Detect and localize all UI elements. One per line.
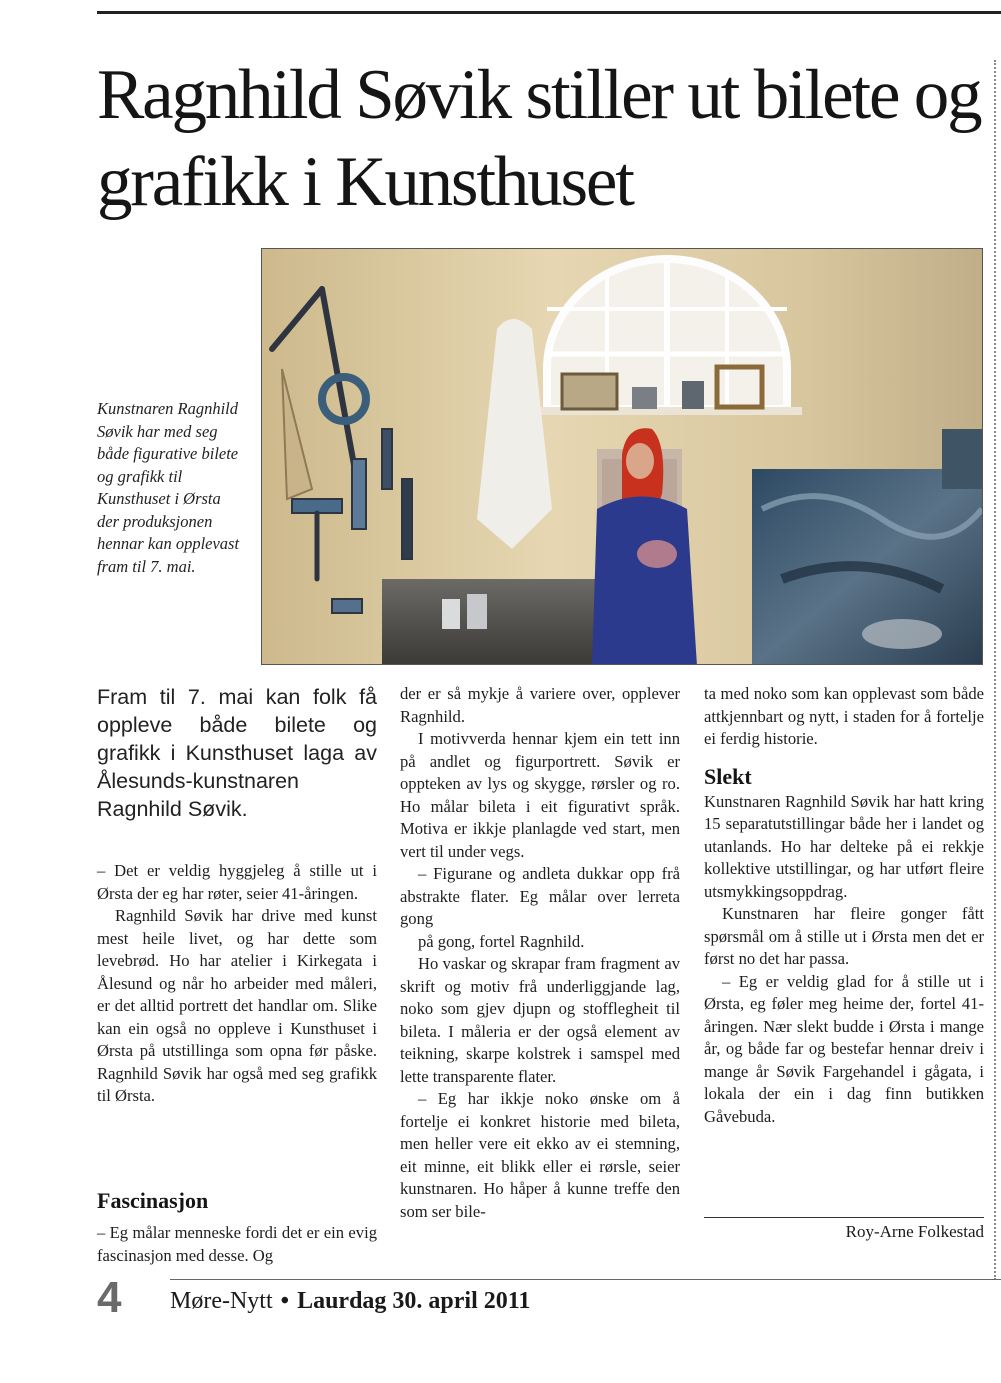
column-1 — [97, 860, 377, 1108]
paragraph: ta med noko som kan opplevast som både attkjennbart og nytt, i staden for å fortelje ei ferdig historie. — [704, 684, 984, 748]
paragraph: – Det er veldig hyggjeleg å stille ut i Ørsta der eg har røter, seier 41-åringen. — [97, 861, 377, 903]
paragraph: – Figurane og andleta dukkar opp frå abstrakte flater. Eg målar over lerreta gong — [400, 864, 680, 928]
paragraph: I motivverda hennar kjem ein tett inn på andlet og figurportrett. Søvik er oppteken av lys og skygge, rørsler og ro. Ho målar bileta i eit figurativt språk. Motiva er ikkje planlagde ved start, men vert til under vegs. — [400, 729, 680, 861]
byline-rule — [704, 1217, 984, 1218]
paragraph: på gong, fortel Ragnhild. — [418, 931, 585, 951]
paragraph: Kunstnaren har fleire gonger fått spørsmål om å stille ut i Ørsta men det er først no det har passa. — [704, 904, 984, 968]
paragraph: – Eg har ikkje noko ønske om å fortelje ei konkret historie med bileta, men heller vere eit ekko av ei stemning, eit minne, eit blikk eller ei rørsle, seier kunstnaren. Ho håper å kunne treffe den som ser bile- — [400, 1089, 680, 1221]
paragraph: der er så mykje å variere over, opplever Ragnhild. — [400, 684, 680, 726]
studio-illustration — [262, 249, 983, 665]
footer-rule — [170, 1279, 1001, 1280]
work-table — [382, 579, 602, 665]
paragraph: – Eg målar menneske fordi det er ein evig fascinasjon med desse. Og — [97, 1223, 377, 1265]
page-number: 4 — [97, 1273, 122, 1322]
column-3 — [704, 683, 984, 1128]
headline: Ragnhild Søvik stiller ut bilete og grafikk i Kunsthuset — [97, 56, 981, 221]
footer-separator: • — [280, 1288, 290, 1314]
top-rule — [97, 11, 1001, 14]
footer — [170, 1286, 530, 1316]
paragraph: Ragnhild Søvik har drive med kunst mest heile livet, og har dette som levebrød. Ho har atelier i Kirkegata i Ålesund og når ho arbeider med måleri, er det alltid portrett det handlar om. Slike kan ein også no oppleve i Kunsthuset i Ørsta på utstillinga som opna før påske. Ragnhild Søvik har også med seg grafikk til Ørsta. — [97, 906, 377, 1105]
byline: Roy-Arne Folkestad — [845, 1222, 984, 1241]
article-lead: Fram til 7. mai kan folk få oppleve både bilete og grafikk i Kunsthuset laga av Ålesunds-kunstnaren Ragnhild Søvik. — [97, 685, 377, 821]
artist-studio-photo — [261, 248, 983, 665]
frame — [562, 374, 617, 409]
subhead-slekt: Slekt — [704, 763, 752, 789]
issue-date: Laurdag 30. april 2011 — [297, 1288, 531, 1314]
jar — [682, 381, 704, 409]
photo-caption: Kunstnaren Ragnhild Søvik har med seg både figurative bilete og grafikk til Kunsthuset i Ørsta der produksjonen hennar kan opplevast fram til 7. mai. — [97, 399, 240, 576]
column-2 — [400, 683, 680, 1223]
paragraph: Kunstnaren Ragnhild Søvik har hatt kring 15 separatutstillingar både her i landet og utanlands. Ho har delteke på ei rekkje kollektive utstillingar, og har utført fleire utsmykkingsoppdrag. — [704, 791, 984, 901]
paragraph: Ho vaskar og skrapar fram fragment av skrift og motiv frå underliggjande lag, noko som gjev djupn og stofflegheit til bileta. I måleria er der også element av teikning, skarpe kolstrek i samspel med lette transparente flater. — [400, 954, 680, 1086]
column-1-continued — [97, 1222, 377, 1267]
paragraph: – Eg er veldig glad for å stille ut i Ørsta, eg føler meg heime der, fortel 41-åringen. Nær slekt budde i Ørsta i mange år, og både far og bestefar hennar dreiv i mange år Søvik Fargehandel i gågata, i lokala der ein i dag finn butikken Gåvebuda. — [704, 971, 984, 1126]
page-edge-dots — [994, 60, 998, 1280]
jar — [632, 387, 657, 409]
subhead-fascinasjon: Fascinasjon — [97, 1188, 209, 1213]
newspaper-name: Møre-Nytt — [170, 1288, 273, 1314]
